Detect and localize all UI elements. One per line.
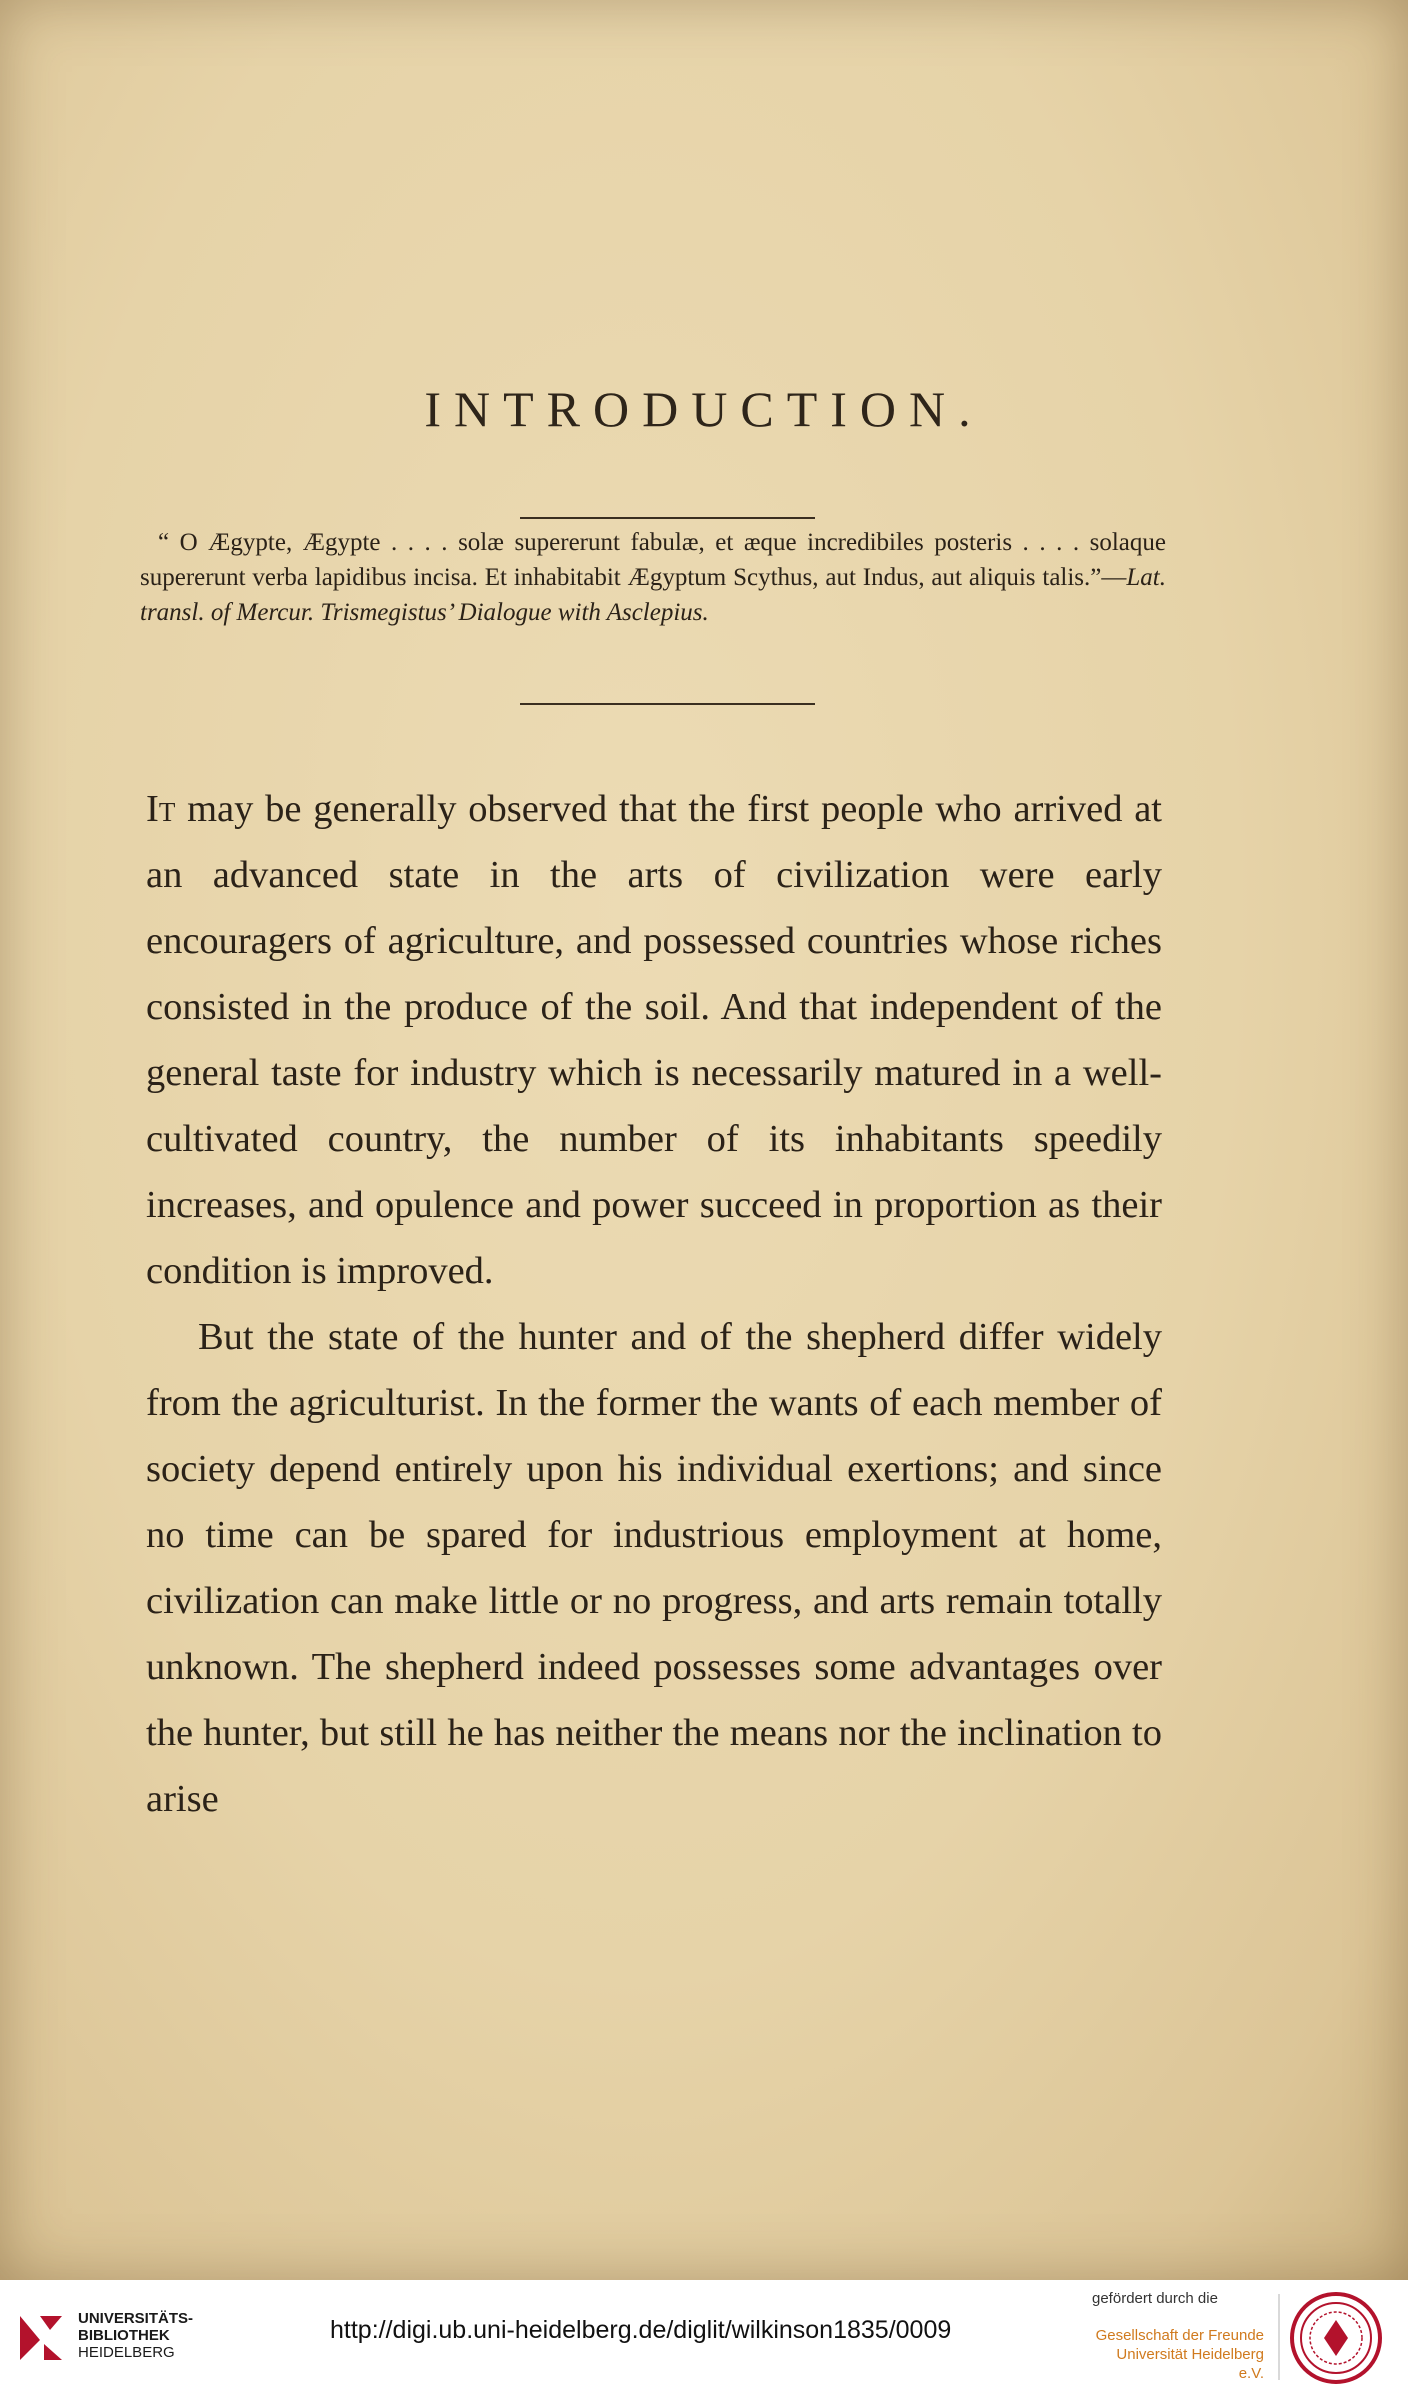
library-name (78, 2310, 193, 2361)
library-name-line2: BIBLIOTHEK (78, 2327, 170, 2344)
library-name-line1: UNIVERSITÄTS- (78, 2310, 194, 2327)
paragraph-1 (146, 776, 1162, 1304)
epigraph-source: Lat. transl. of Mercur. Trismegistus’ Dialogue with Asclepius. (140, 564, 1166, 626)
sponsor-lead: gefördert durch die (1092, 2290, 1218, 2307)
paragraph-1-text: may be generally observed that the first people who arrived at an advanced state in the arts of civilization were early encouragers of agriculture, and possessed countries whose riches consisted in the produce of the soil. And that independent of the general taste for industry which is necessarily matured in a well-cultivated country, the number of its inhabitants speedily increases, and opulence and power succeed in proportion as their condition is improved. (146, 788, 1162, 1292)
sponsor-name-line2: Universität Heidelberg e.V. (1116, 2346, 1264, 2382)
ub-heidelberg-logo-icon (14, 2310, 68, 2364)
epigraph (140, 525, 1166, 630)
epigraph-top-rule (520, 517, 815, 519)
epigraph-bottom-rule (520, 703, 815, 705)
sponsor-name (1092, 2326, 1264, 2383)
sponsor-divider (1278, 2294, 1280, 2380)
body-text (146, 776, 1162, 1832)
paragraph-2: But the state of the hunter and of the shepherd differ widely from the agriculturist. In the former the wants of each member of society depend entirely upon his individual exertions; and since no time can be spared for industrious employment at home, civilization can make little or no progress, and arts remain totally unknown. The shepherd indeed possesses some advantages over the hunter, but still he has neither the means nor the inclination to arise (146, 1316, 1162, 1820)
university-seal-icon (1288, 2290, 1384, 2386)
permalink-url[interactable]: http://digi.ub.uni-heidelberg.de/diglit/wilkinson1835/0009 (330, 2316, 952, 2344)
epigraph-quote: “ O Ægypte, Ægypte . . . . solæ supererunt fabulæ, et æque incredibiles posteris . . . . solaque supererunt verba lapidibus incisa. Et inhabitabit Ægyptum Scythus, aut Indus, aut aliquis talis.”— (140, 529, 1166, 591)
sponsor-name-line1: Gesellschaft der Freunde (1095, 2327, 1264, 2344)
page-title: INTRODUCTION. (424, 381, 984, 437)
paragraph-1-lead: It (146, 788, 176, 830)
digitization-footer (0, 2280, 1408, 2388)
library-name-line3: HEIDELBERG (78, 2344, 175, 2361)
